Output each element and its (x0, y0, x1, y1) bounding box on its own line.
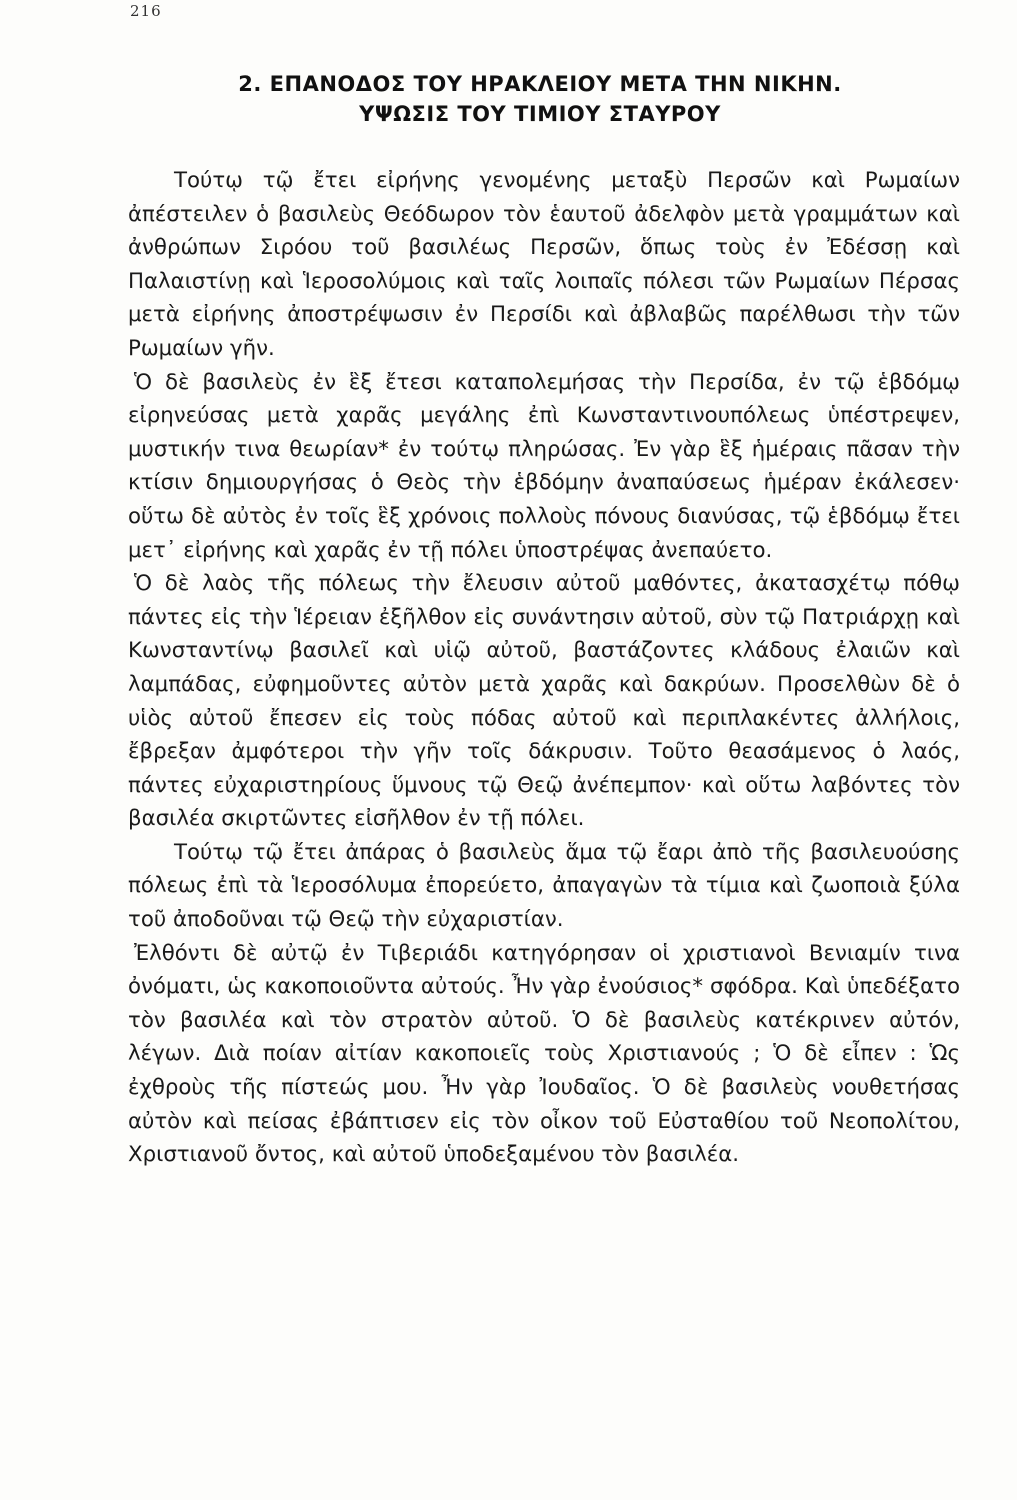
paragraph-1: Τούτῳ τῷ ἔτει εἰρήνης γενομένης μεταξὺ Περσῶν καὶ Ρωμαίων ἀπέστειλεν ὁ βασιλεὺς Θεόδωρον τὸν ἑαυτοῦ ἀδελφὸν μετὰ γραμμάτων καὶ ἀνθρώπων Σιρόου τοῦ βασιλέως Περσῶν, ὅπως τοὺς ἐν Ἐδέσσῃ καὶ Παλαιστίνῃ καὶ Ἱεροσολύμοις καὶ ταῖς λοιπαῖς πόλεσι τῶν Ρωμαίων Πέρσας μετὰ εἰρήνης ἀποστρέψωσιν ἐν Περσίδι καὶ ἀβλαβῶς παρέλθωσι τὴν τῶν Ρωμαίων γῆν. (128, 168, 960, 361)
paragraph-2: Ὁ δὲ βασιλεὺς ἐν ἓξ ἔτεσι καταπολεμήσας τὴν Περσίδα, ἐν τῷ ἑβδόμῳ εἰρηνεύσας μετὰ χαρᾶς μεγάλης ἐπὶ Κωνσταντινουπόλεως ὑπέστρεψεν, μυστικήν τινα θεωρίαν* ἐν τούτῳ πληρώσας. Ἐν γὰρ ἓξ ἡμέραις πᾶσαν τὴν κτίσιν δημιουργήσας ὁ Θεὸς τὴν ἑβδόμην ἀναπαύσεως ἡμέραν ἐκάλεσεν· οὕτω δὲ αὐτὸς ἐν τοῖς ἓξ χρόνοις πολλοὺς πόνους διανύσας, τῷ ἑβδόμῳ ἔτει μετ᾽ εἰρήνης καὶ χαρᾶς ἐν τῇ πόλει ὑποστρέψας ἀνεπαύετο. (128, 369, 960, 563)
paragraph-4: Τούτῳ τῷ ἔτει ἀπάρας ὁ βασιλεὺς ἅμα τῷ ἔαρι ἀπὸ τῆς βασιλευούσης πόλεως ἐπὶ τὰ Ἱεροσόλυμα ἐπορεύετο, ἀπαγαγὼν τὰ τίμια καὶ ζωοποιὰ ξύλα τοῦ ἀποδοῦναι τῷ Θεῷ τὴν εὐχαριστίαν. (128, 839, 960, 933)
page-number: 216 (130, 2, 162, 20)
chapter-heading-line-1: 2. ΕΠΑΝΟΔΟΣ ΤΟΥ ΗΡΑΚΛΕΙΟΥ ΜΕΤΑ ΤΗΝ ΝΙΚΗΝ. (238, 72, 842, 96)
chapter-heading-line-2: ΥΨΩΣΙΣ ΤΟΥ ΤΙΜΙΟΥ ΣΤΑΥΡΟΥ (359, 102, 721, 126)
paragraph-3: Ὁ δὲ λαὸς τῆς πόλεως τὴν ἔλευσιν αὐτοῦ μαθόντες, ἀκατασχέτῳ πόθῳ πάντες εἰς τὴν Ἱέρειαν ἐξῆλθον εἰς συνάντησιν αὐτοῦ, σὺν τῷ Πατριάρχῃ καὶ Κωνσταντίνῳ βασιλεῖ καὶ υἱῷ αὐτοῦ, βαστάζοντες κλάδους ἐλαιῶν καὶ λαμπάδας, εὐφημοῦντες αὐτὸν μετὰ χαρᾶς καὶ δακρύων. Προσελθὼν δὲ ὁ υἱὸς αὐτοῦ ἔπεσεν εἰς τοὺς πόδας αὐτοῦ καὶ περιπλακέντες ἀλλήλοις, ἔβρεξαν ἀμφότεροι τὴν γῆν τοῖς δάκρυσιν. Τοῦτο θεασάμενος ὁ λαός, πάντες εὐχαριστηρίους ὕμνους τῷ Θεῷ ἀνέπεμπον· καὶ οὕτω λαβόντες τὸν βασιλέα σκιρτῶντες εἰσῆλθον ἐν τῇ πόλει. (128, 571, 960, 832)
body-text (128, 164, 960, 1172)
paragraph-5: Ἐλθόντι δὲ αὐτῷ ἐν Τιβεριάδι κατηγόρησαν οἱ χριστιανοὶ Βενιαμίν τινα ὀνόματι, ὡς κακοποιοῦντα αὐτούς. Ἦν γὰρ ἐνούσιος* σφόδρα. Καὶ ὑπεδέξατο τὸν βασιλέα καὶ τὸν στρατὸν αὐτοῦ. Ὁ δὲ βασιλεὺς κατέκρινεν αὐτόν, λέγων. Διὰ ποίαν αἰτίαν κακοποιεῖς τοὺς Χριστιανούς ; Ὁ δὲ εἶπεν : Ὡς ἐχθροὺς τῆς πίστεώς μου. Ἦν γὰρ Ἰουδαῖος. Ὁ δὲ βασιλεὺς νουθετήσας αὐτὸν καὶ πείσας ἐβάπτισεν εἰς τὸν οἶκον τοῦ Εὐσταθίου τοῦ Νεοπολίτου, Χριστιανοῦ ὄντος, καὶ αὐτοῦ ὑποδεξαμένου τὸν βασιλέα. (128, 940, 960, 1168)
